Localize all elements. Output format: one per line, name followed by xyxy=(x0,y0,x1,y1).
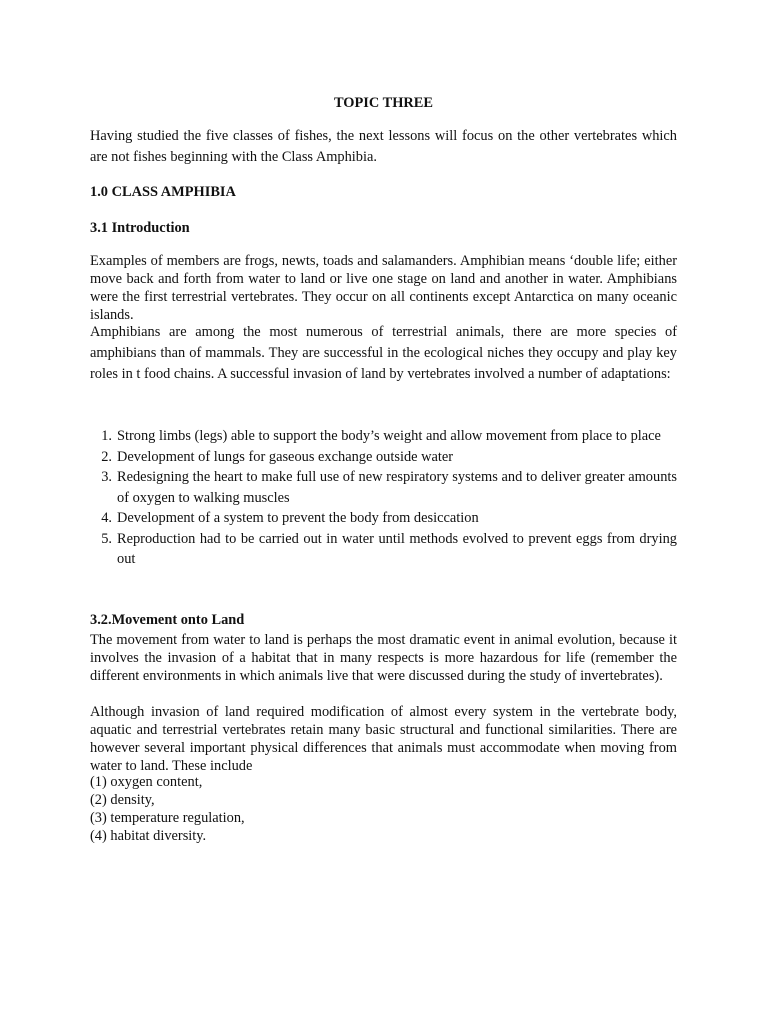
list-item xyxy=(90,508,677,529)
list-item: (4) habitat diversity. xyxy=(90,828,207,844)
list-item-text: Redesigning the heart to make full use of new respiratory systems and to deliver greater amounts of oxygen to walking muscles xyxy=(117,469,677,506)
list-item xyxy=(90,529,677,570)
list-item-text: Strong limbs (legs) able to support the body’s weight and allow movement from place to place xyxy=(117,428,661,444)
list-item xyxy=(90,426,677,447)
movement-paragraph-2: Although invasion of land required modification of almost every system in the vertebrate body, aquatic and terrestrial vertebrates retain many basic structural and functional similarities. There are however several important physical differences that animals must accommodate when moving from water to land. These include xyxy=(90,704,677,774)
subsection-heading-introduction: 3.1 Introduction xyxy=(90,220,190,236)
list-item: (2) density, xyxy=(90,792,155,808)
differences-list xyxy=(90,773,677,845)
list-item: (1) oxygen content, xyxy=(90,774,203,790)
list-item-text: Development of lungs for gaseous exchange outside water xyxy=(117,448,454,465)
list-item-text: Reproduction had to be carried out in water until methods evolved to prevent eggs from drying out xyxy=(117,530,677,567)
intro-paragraph: Having studied the five classes of fishes, the next lessons will focus on the other vertebrates which are not fishes beginning with the Class Amphibia. xyxy=(90,128,677,165)
movement-paragraph-1: The movement from water to land is perhaps the most dramatic event in animal evolution, because it involves the invasion of a habitat that in many respects is more hazardous for life (remember the different environments in which animals live that were discussed during the study of invertebrates). xyxy=(90,632,677,684)
introduction-paragraph-1: Examples of members are frogs, newts, toads and salamanders. Amphibian means ‘double life; either move back and forth from water to land or live one stage on land and another in water. Amphibians were the first terrestrial vertebrates. They occur on all continents except Antarctica on many oceanic islands. xyxy=(90,253,677,323)
list-item-number: 4. xyxy=(101,510,112,526)
introduction-paragraph-2: Amphibians are among the most numerous of terrestrial animals, there are more species of amphibians than of mammals. They are successful in the ecological niches they occupy and play key roles in t food chains. A successful invasion of land by vertebrates involved a number of adaptations: xyxy=(90,324,677,382)
adaptations-list xyxy=(90,426,677,570)
list-item-number: 2. xyxy=(101,448,112,465)
list-item-number: 1. xyxy=(101,428,112,444)
list-item xyxy=(90,467,677,508)
list-item-number: 3. xyxy=(101,469,112,485)
page-title: TOPIC THREE xyxy=(333,95,434,111)
list-item xyxy=(90,447,677,468)
section-heading: 1.0 CLASS AMPHIBIA xyxy=(90,184,236,200)
list-item: (3) temperature regulation, xyxy=(90,810,245,826)
list-item-text: Development of a system to prevent the body from desiccation xyxy=(117,510,479,526)
list-item-number: 5. xyxy=(101,530,112,547)
subsection-heading-movement: 3.2.Movement onto Land xyxy=(90,612,245,628)
